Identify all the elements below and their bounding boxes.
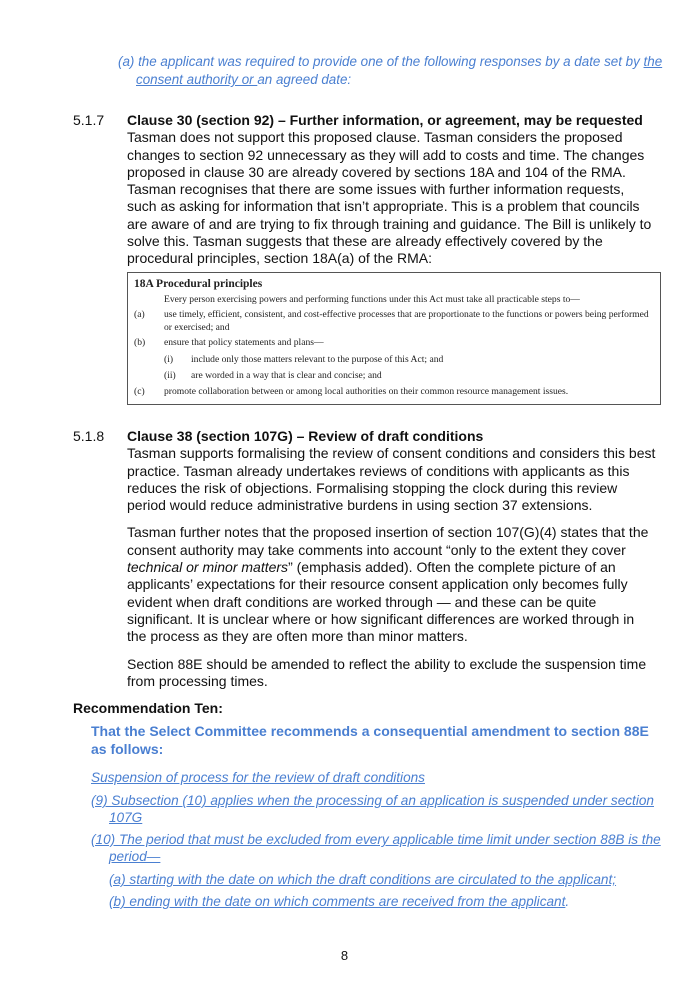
rma-item-b-ii (134, 370, 654, 382)
intro-clause-a (118, 53, 676, 89)
recommendation-item-9: (9) Subsection (10) applies when the processing of an application is suspended under section 107G (91, 793, 654, 826)
section-5-1-7-title: Clause 30 (section 92) – Further information, or agreement, may be requested (127, 112, 643, 128)
recommendation-heading: Recommendation Ten: (73, 700, 223, 716)
section-5-1-7 (127, 112, 657, 268)
intro-a-underlined-text: the consent authority or (136, 54, 663, 87)
rma-item-a-text: use timely, efficient, consistent, and cost-effective processes that are proportionate to the functions or powers being performed or exercised; and (164, 309, 649, 333)
rma-item-b-i-label: (i) (164, 353, 174, 365)
rma-item-c-label: (c) (134, 386, 145, 398)
recommendation-item-heading: Suspension of process for the review of draft conditions (91, 770, 425, 785)
rma-box-title: 18A Procedural principles (134, 278, 263, 290)
recommendation-item-10: (10) The period that must be excluded from every applicable time limit under section 88B is the period— (91, 832, 661, 865)
rma-item-a-label: (a) (134, 309, 145, 321)
recommendation-item-b-period: . (565, 894, 570, 909)
rma-item-b-label: (b) (134, 337, 146, 349)
section-5-1-8-paragraph-3: Section 88E should be amended to reflect the ability to exclude the suspension time from processing times. (127, 655, 647, 689)
section-5-1-8 (127, 428, 657, 690)
section-5-1-8-paragraph-1: Tasman supports formalising the review of consent conditions and considers this best practice. Tasman already undertakes reviews of conditions with applicants as this reduces the risk of objections. Formalising stopping the clock during this review period would reduce administrative burdens in using section 37 extensions. (127, 445, 656, 514)
paragraph-2-text-b: ” (emphasis added). Often the complete picture of an applicants’ expectations for their resource consent application only becomes fully evident when draft conditions are worked through — and these can be quite significant. It is unclear where or how significant differences are worked through in the process as they are often more than minor matters. (127, 559, 635, 645)
rma-item-b-text: ensure that policy statements and plans— (164, 337, 324, 349)
rma-item-c-text: promote collaboration between or among local authorities on their common resource management issues. (164, 386, 569, 398)
rma-item-b-i (134, 354, 654, 366)
intro-a-suffix: an agreed date: (257, 72, 352, 87)
recommendation-item-a: (a) starting with the date on which the draft conditions are circulated to the applicant; (109, 872, 617, 887)
section-5-1-7-body: Tasman does not support this proposed clause. Tasman considers the proposed changes to section 92 unnecessary as they will add to costs and time. The changes proposed in clause 30 are already covered by sections 18A and 104 of the RMA. Tasman recognises that there are some issues with further information requests, such as asking for information that isn’t appropriate. This is a problem that councils are aware of and are trying to fix through training and guidance. The Bill is unlikely to solve this. Tasman suggests that these are already effectively covered by the procedural principles, section 18A(a) of the RMA: (127, 129, 652, 267)
rma-item-b (134, 337, 654, 349)
recommendation-item-b (109, 893, 659, 910)
recommendation-item-b-text: (b) ending with the date on which comments are received from the applicant (109, 894, 566, 909)
paragraph-2-italic: technical or minor matters (127, 559, 289, 576)
rma-item-b-i-text: include only those matters relevant to the purpose of this Act; and (191, 353, 444, 365)
section-5-1-8-title: Clause 38 (section 107G) – Review of draft conditions (127, 428, 484, 444)
rma-item-a (134, 309, 654, 334)
section-5-1-8-paragraph-2 (127, 524, 657, 645)
page-number: 8 (340, 948, 349, 963)
rma-section-18a-extract (127, 272, 661, 405)
recommendation-text: That the Select Committee recommends a consequential amendment to section 88E as follows: (91, 723, 649, 757)
intro-a-text: (a) the applicant was required to provide one of the following responses by a date set by (118, 54, 644, 69)
rma-box-intro: Every person exercising powers and performing functions under this Act must take all practicable steps to— (164, 294, 580, 305)
rma-item-b-ii-label: (ii) (164, 370, 176, 382)
rma-item-b-ii-text: are worded in a way that is clear and concise; and (191, 370, 382, 382)
paragraph-2-text-a: Tasman further notes that the proposed insertion of section 107(G)(4) states that the consent authority may take comments into account “only to the extent they cover (127, 524, 649, 558)
section-5-1-8-number: 5.1.8 (73, 428, 105, 444)
section-5-1-7-number: 5.1.7 (73, 112, 105, 128)
rma-item-c (134, 386, 654, 398)
